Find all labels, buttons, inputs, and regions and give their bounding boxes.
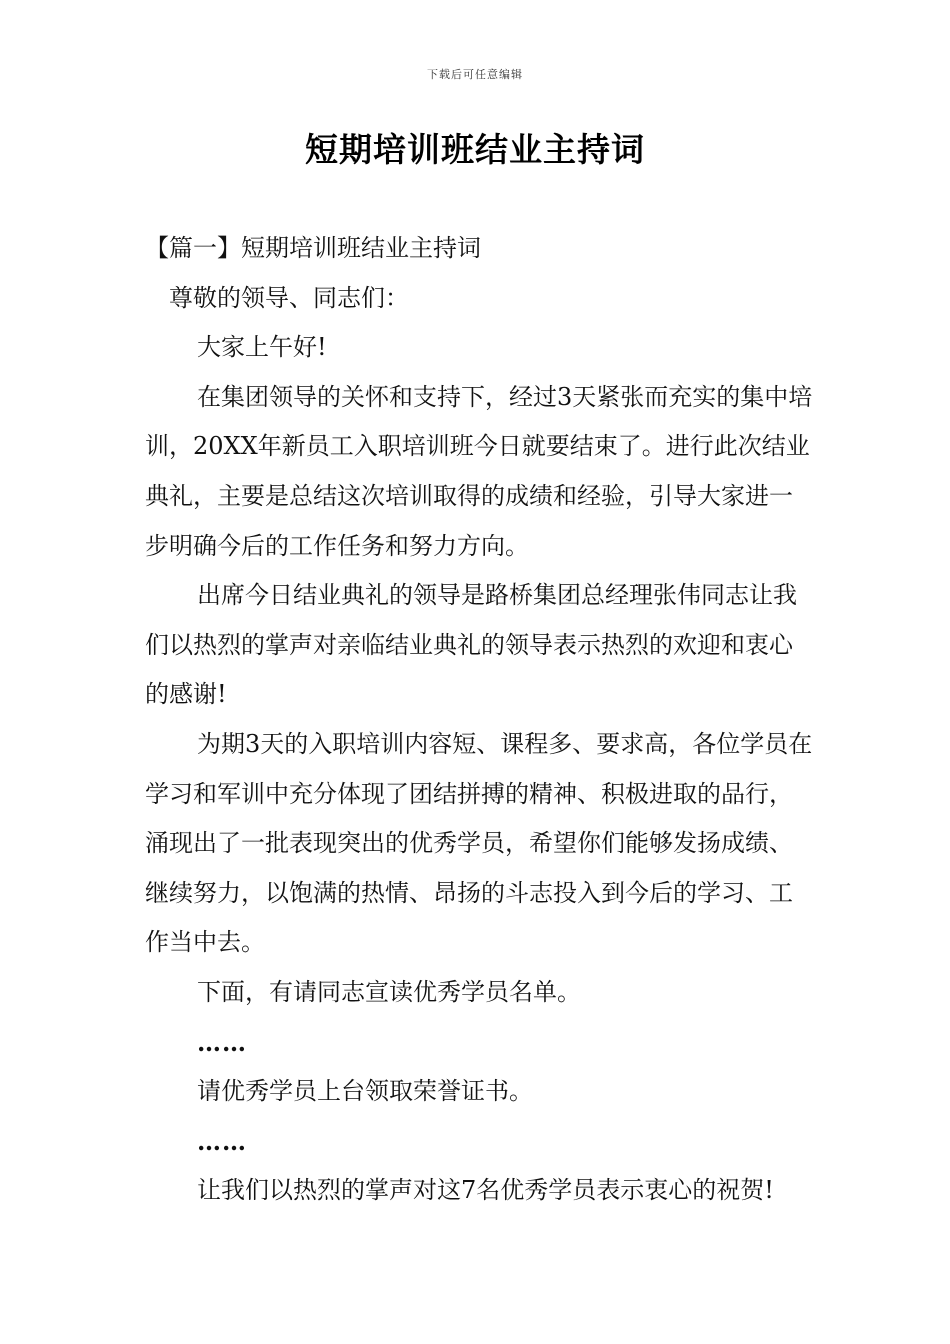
ellipsis-1: …… bbox=[197, 1027, 247, 1057]
section-heading: 【篇一】短期培训班结业主持词 bbox=[145, 234, 481, 262]
paragraph-4: 下面，有请同志宣读优秀学员名单。 bbox=[197, 977, 581, 1006]
salutation: 尊敬的领导、同志们： bbox=[169, 283, 409, 312]
ellipsis-2: …… bbox=[197, 1126, 247, 1156]
document-title: 短期培训班结业主持词 bbox=[305, 130, 645, 169]
paragraph-6: 让我们以热烈的掌声对这7名优秀学员表示衷心的祝贺! bbox=[197, 1176, 774, 1205]
greeting: 大家上午好! bbox=[197, 333, 327, 362]
header-note: 下载后可任意编辑 bbox=[427, 68, 523, 81]
paragraph-1: 在集团领导的关怀和支持下，经过3天紧张而充实的集中培训，20XX年新员工入职培训班今日就要结束了。进行此次结业典礼，主要是总结这次培训取得的成绩和经验，引导大家进一步明确今后的工作任务和努力方向。 bbox=[145, 382, 813, 560]
paragraph-5: 请优秀学员上台领取荣誉证书。 bbox=[197, 1077, 533, 1106]
paragraph-2: 出席今日结业典礼的领导是路桥集团总经理张伟同志让我们以热烈的掌声对亲临结业典礼的领导表示热烈的欢迎和衷心的感谢! bbox=[145, 581, 797, 709]
paragraph-3: 为期3天的入职培训内容短、课程多、要求高，各位学员在学习和军训中充分体现了团结拼搏的精神、积极进取的品行，涌现出了一批表现突出的优秀学员，希望你们能够发扬成绩、继续努力，以饱满的热情、昂扬的斗志投入到今后的学习、工作当中去。 bbox=[145, 729, 813, 957]
document-body bbox=[145, 224, 815, 1216]
